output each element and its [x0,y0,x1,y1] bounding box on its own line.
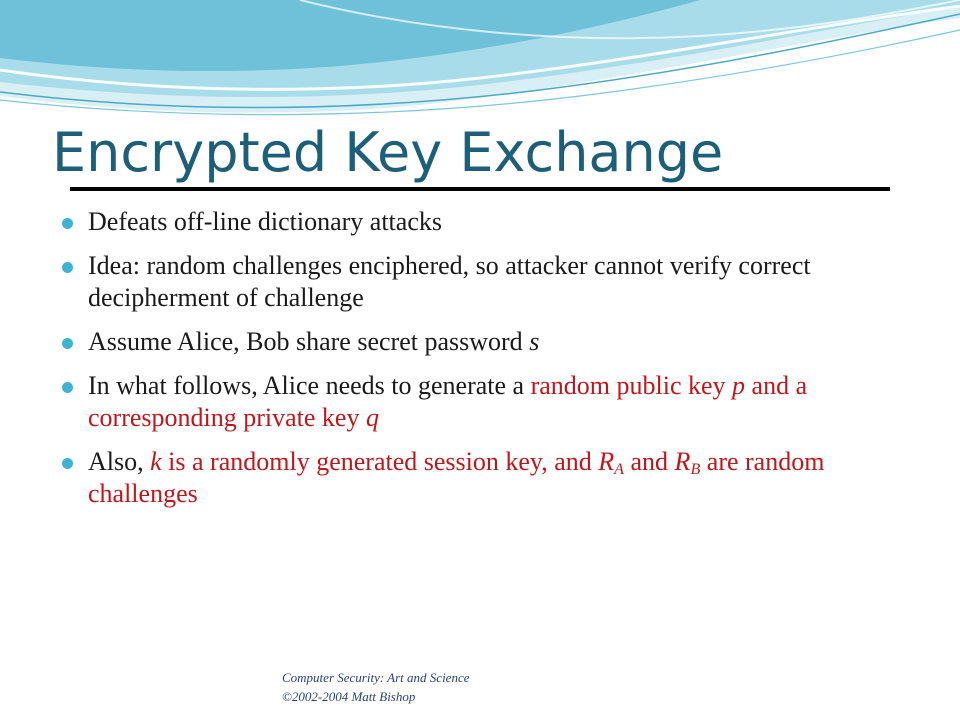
slide-title: Encrypted Key Exchange [52,121,724,184]
bullet-item-2 [60,250,910,314]
bullet-list [60,206,910,522]
footer-book-title: Computer Security: Art and Science [282,670,470,685]
variable-r-a [598,447,624,479]
subscript-a: A [614,461,624,479]
slide-footer [282,668,470,706]
bullet-4-text: In what follows, Alice needs to generate a [88,371,531,400]
bullet-5-highlight-1: is a randomly generated session key, and [161,447,599,476]
variable-s: s [529,327,540,356]
bullet-2-text: Idea: random challenges enciphered, so attacker cannot verify correct decipherment of challenge [88,251,811,312]
variable-p: p [732,371,746,400]
bullet-item-1 [60,206,910,238]
variable-r-b [674,447,701,479]
bullet-item-4 [60,370,910,434]
subscript-b: B [690,461,701,479]
bullet-4-highlight-1: random public key [530,371,733,400]
bullet-5-text: Also, [88,447,151,476]
bullet-item-3 [60,326,910,358]
footer-copyright: ©2002-2004 Matt Bishop [282,689,416,704]
variable-q: q [365,403,379,432]
bullet-5-highlight-2: and [624,447,675,476]
bullet-4-highlight-2: and a corresponding private key [88,371,808,432]
variable-k: k [150,447,162,476]
bullet-3-text: Assume Alice, Bob share secret password [88,327,530,356]
bullet-1-text: Defeats off-line dictionary attacks [88,207,442,236]
variable-r-a-base: R [598,447,615,476]
bullet-5-highlight-3: are random challenges [88,447,825,508]
variable-r-b-base: R [674,447,691,476]
header-wave-decoration [0,0,960,130]
bullet-item-5 [60,446,910,510]
title-underline [70,187,890,191]
